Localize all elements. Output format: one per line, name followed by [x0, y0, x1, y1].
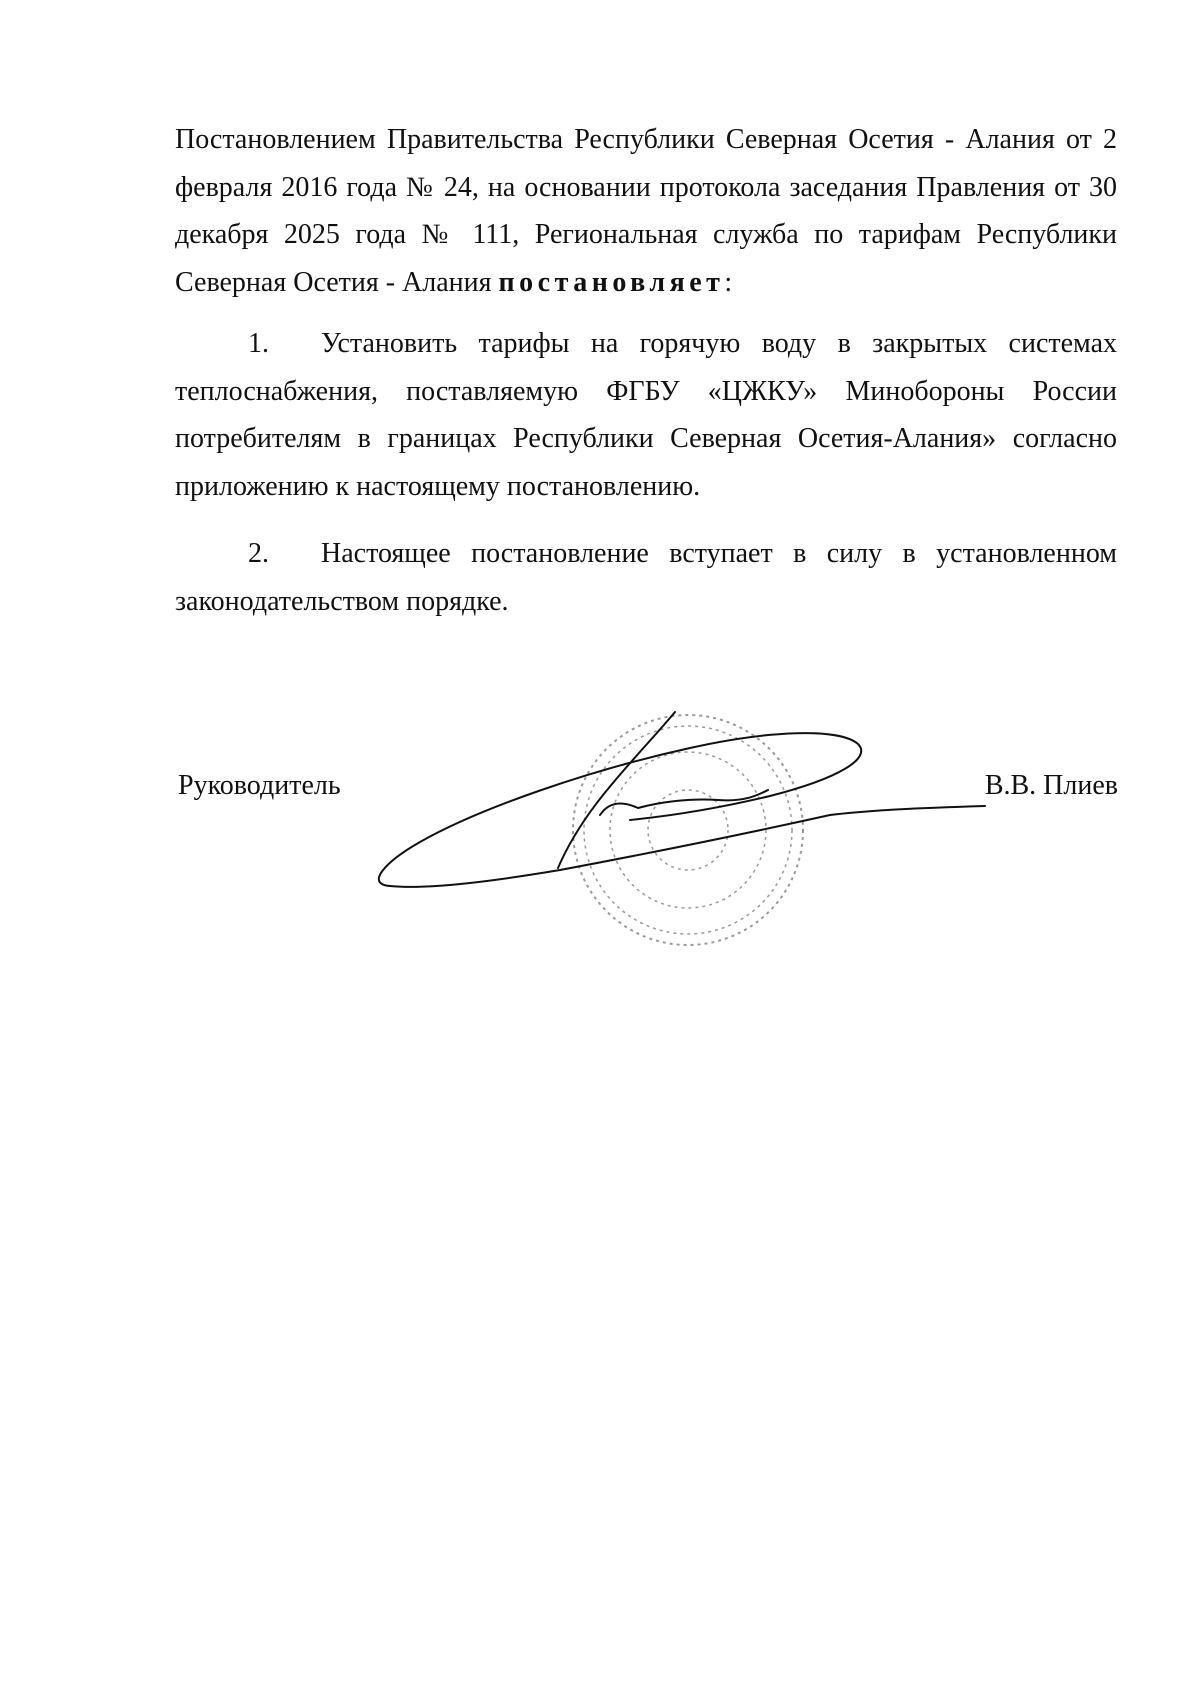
- item-1-text: Установить тарифы на горячую воду в закрытых системах теплоснабжения, поставляемую ФГБУ «ЦЖКУ» Минобороны России потребителям в границах Республики Северная Осетия-Алания» согласно приложению к настоящему постановлению.: [175, 328, 1117, 502]
- official-stamp: [573, 715, 803, 945]
- decree-keyword: постановляет: [498, 266, 725, 298]
- item-2-text: Настоящее постановление вступает в силу в установленном законодательством порядке.: [175, 538, 1117, 617]
- preamble-text: Постановлением Правительства Республики Северная Осетия - Алания от 2 февраля 2016 года № 24, на основании протокола заседания Правления от 30 декабря 2025 года № 111, Региональная служба по тарифам Республики Северная Осетия - Алания: [175, 124, 1117, 298]
- signatory-name: В.В. Плиев: [984, 770, 1118, 801]
- handwritten-signature: [379, 712, 985, 887]
- item-1-number: 1.: [248, 328, 269, 359]
- item-2-number: 2.: [248, 538, 269, 569]
- signatory-position: Руководитель: [178, 770, 341, 801]
- preamble-tail: :: [724, 266, 733, 298]
